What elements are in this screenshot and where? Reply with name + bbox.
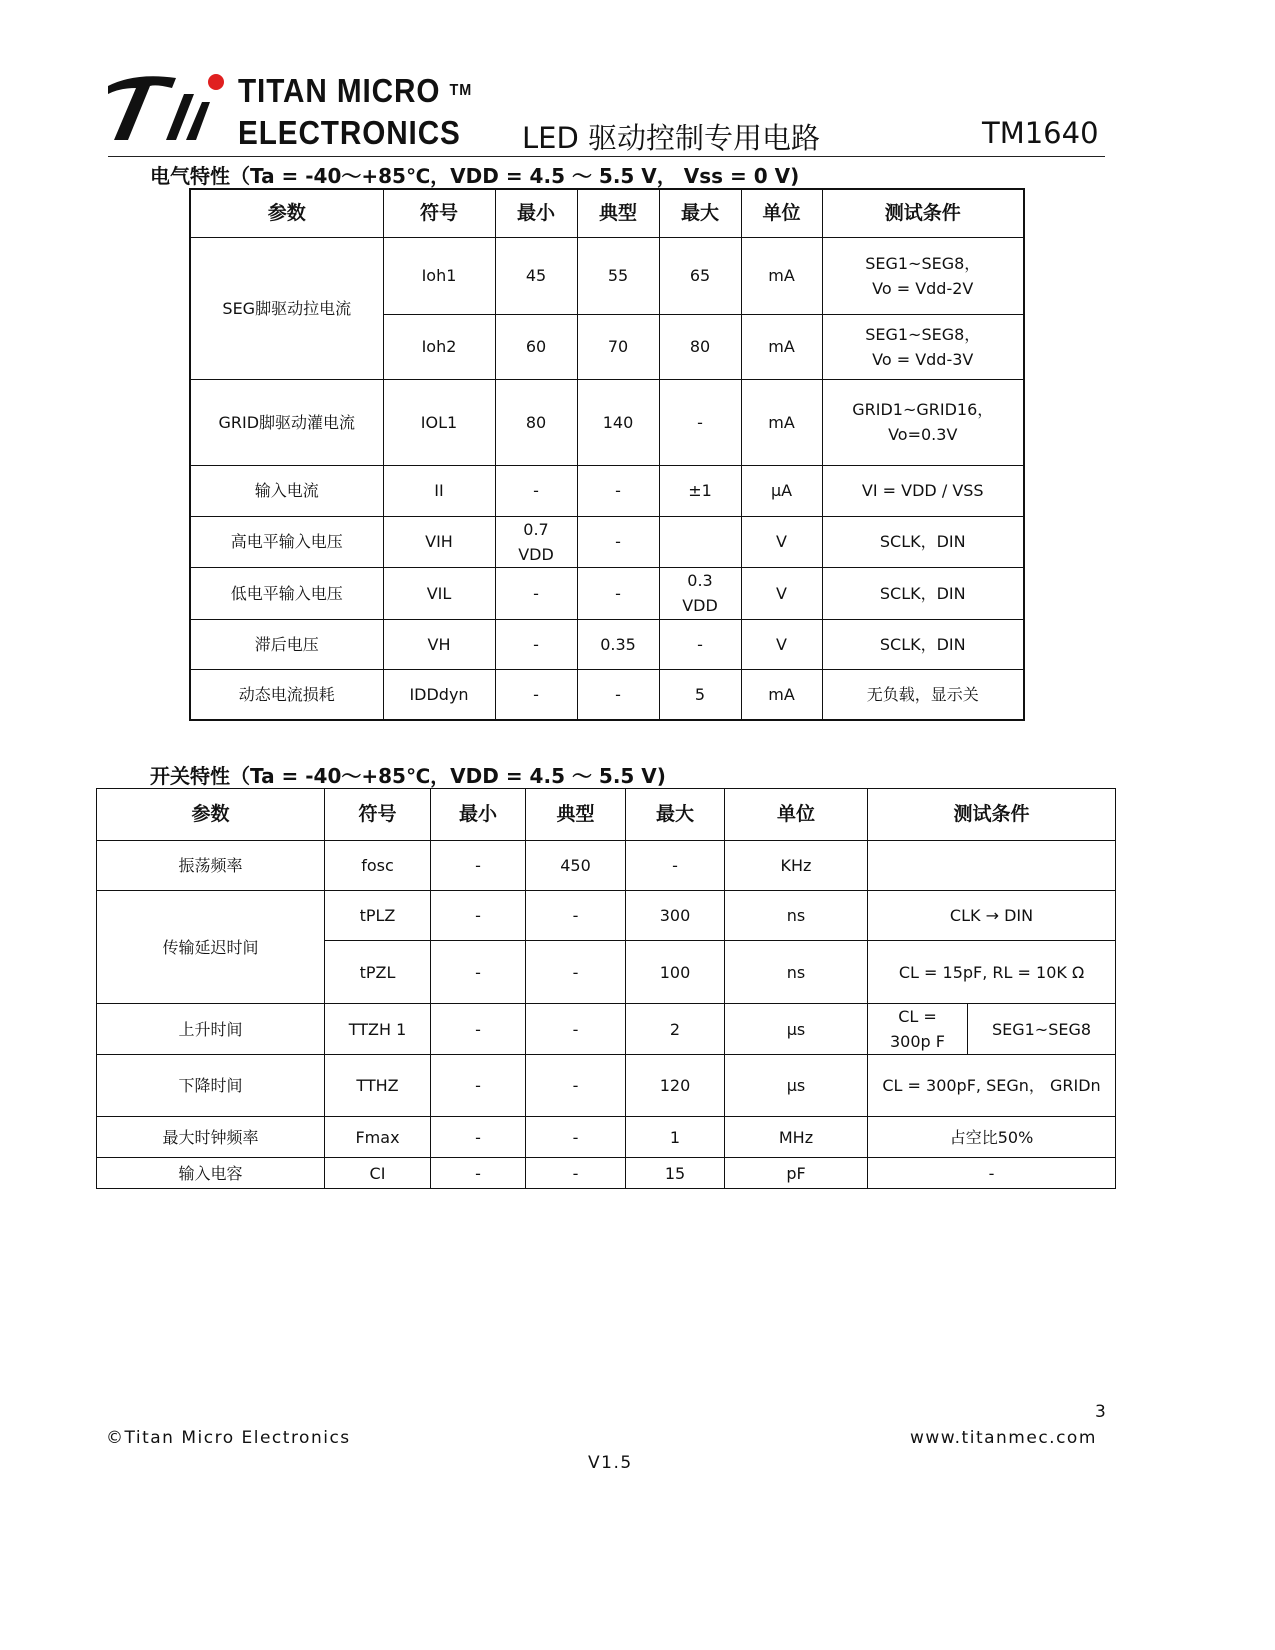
cell-max: - xyxy=(626,841,725,891)
cell-unit: mA xyxy=(741,314,822,379)
cell-symbol: Ioh1 xyxy=(383,237,495,314)
table-row xyxy=(190,237,1024,314)
cell-condition: 无负载，显示关 xyxy=(822,669,1024,720)
cell-unit: μs xyxy=(725,1055,868,1117)
cell-min: 45 xyxy=(495,237,577,314)
cell-condition: SCLK，DIN xyxy=(822,516,1024,567)
cell-min: - xyxy=(495,619,577,669)
cell-typ: - xyxy=(526,1117,626,1158)
cell-typ: 450 xyxy=(526,841,626,891)
table-row xyxy=(97,1055,1116,1117)
cell-min: - xyxy=(431,1158,526,1189)
cell-typ: - xyxy=(526,1004,626,1055)
cell-condition: - xyxy=(868,1158,1116,1189)
cell-param: 滞后电压 xyxy=(190,619,383,669)
cell-min: - xyxy=(431,941,526,1004)
cell-unit: V xyxy=(741,567,822,619)
cell-param: 动态电流损耗 xyxy=(190,669,383,720)
cell-condition: SEG1~SEG8， Vo = Vdd-2V xyxy=(822,237,1024,314)
electrical-section-title: 电气特性（Ta = -40～+85℃，VDD = 4.5 ～ 5.5 V， Vss = 0 V) xyxy=(150,164,800,188)
cell-max: 15 xyxy=(626,1158,725,1189)
header-max: 最大 xyxy=(659,189,741,237)
header-symbol: 符号 xyxy=(325,789,431,841)
header-param: 参数 xyxy=(97,789,325,841)
cell-condition: CL = 300p F xyxy=(868,1004,968,1055)
cell-min: - xyxy=(431,841,526,891)
cell-param: 低电平输入电压 xyxy=(190,567,383,619)
company-name: TITAN MICRO ™ ELECTRONICS xyxy=(238,72,473,151)
cell-max: 1 xyxy=(626,1117,725,1158)
cell-symbol: VIH xyxy=(383,516,495,567)
cell-min: - xyxy=(431,1055,526,1117)
cell-max: 80 xyxy=(659,314,741,379)
cell-symbol: CI xyxy=(325,1158,431,1189)
header-condition: 测试条件 xyxy=(822,189,1024,237)
cell-typ: - xyxy=(577,567,659,619)
cell-symbol: IDDdyn xyxy=(383,669,495,720)
cell-param: 高电平输入电压 xyxy=(190,516,383,567)
cell-param: 传输延迟时间 xyxy=(97,891,325,1004)
cell-unit: mA xyxy=(741,669,822,720)
cell-min: - xyxy=(495,669,577,720)
cell-condition: VI = VDD / VSS xyxy=(822,465,1024,516)
header-unit: 单位 xyxy=(741,189,822,237)
cell-typ: - xyxy=(526,891,626,941)
cell-min: - xyxy=(431,1117,526,1158)
cell-unit: mA xyxy=(741,379,822,465)
cell-typ: - xyxy=(526,941,626,1004)
cell-max: 5 xyxy=(659,669,741,720)
table-row xyxy=(190,567,1024,619)
cell-symbol: tPLZ xyxy=(325,891,431,941)
cell-symbol: Fmax xyxy=(325,1117,431,1158)
cell-typ: - xyxy=(577,669,659,720)
cell-unit: MHz xyxy=(725,1117,868,1158)
cell-param: 输入电容 xyxy=(97,1158,325,1189)
header-min: 最小 xyxy=(431,789,526,841)
cell-min: - xyxy=(495,567,577,619)
cell-unit: ns xyxy=(725,891,868,941)
cell-typ: - xyxy=(577,516,659,567)
cell-param: 振荡频率 xyxy=(97,841,325,891)
table-row xyxy=(190,465,1024,516)
cell-typ: - xyxy=(526,1055,626,1117)
cell-param: 最大时钟频率 xyxy=(97,1117,325,1158)
cell-unit: V xyxy=(741,516,822,567)
cell-max: 65 xyxy=(659,237,741,314)
table-row xyxy=(97,841,1116,891)
header-typ: 典型 xyxy=(526,789,626,841)
cell-symbol: VIL xyxy=(383,567,495,619)
cell-symbol: fosc xyxy=(325,841,431,891)
header-unit: 单位 xyxy=(725,789,868,841)
cell-condition-2: SEG1~SEG8 xyxy=(968,1004,1116,1055)
cell-max xyxy=(659,516,741,567)
cell-unit: μA xyxy=(741,465,822,516)
switching-characteristics-table xyxy=(96,788,1116,1189)
cell-max: - xyxy=(659,619,741,669)
cell-condition: SEG1~SEG8， Vo = Vdd-3V xyxy=(822,314,1024,379)
cell-unit: ns xyxy=(725,941,868,1004)
cell-unit: KHz xyxy=(725,841,868,891)
table-row xyxy=(190,379,1024,465)
cell-min: 80 xyxy=(495,379,577,465)
table-row xyxy=(190,516,1024,567)
header-row xyxy=(97,789,1116,841)
table-row xyxy=(190,669,1024,720)
cell-condition: CL = 15pF, RL = 10K Ω xyxy=(868,941,1116,1004)
cell-min: - xyxy=(431,891,526,941)
cell-unit: V xyxy=(741,619,822,669)
cell-unit: mA xyxy=(741,237,822,314)
cell-typ: - xyxy=(577,465,659,516)
cell-condition: CLK → DIN xyxy=(868,891,1116,941)
cell-typ: 70 xyxy=(577,314,659,379)
switching-section-title: 开关特性（Ta = -40～+85℃，VDD = 4.5 ～ 5.5 V) xyxy=(150,764,666,788)
cell-max: - xyxy=(659,379,741,465)
cell-max: 2 xyxy=(626,1004,725,1055)
header-typ: 典型 xyxy=(577,189,659,237)
cell-condition xyxy=(868,841,1116,891)
table-row xyxy=(97,891,1116,941)
cell-min: - xyxy=(495,465,577,516)
cell-condition: SCLK，DIN xyxy=(822,619,1024,669)
cell-typ: 55 xyxy=(577,237,659,314)
cell-symbol: tPZL xyxy=(325,941,431,1004)
cell-param: 输入电流 xyxy=(190,465,383,516)
cell-typ: 0.35 xyxy=(577,619,659,669)
cell-condition: SCLK，DIN xyxy=(822,567,1024,619)
document-title: LED 驱动控制专用电路 xyxy=(522,121,821,155)
cell-condition: 占空比50% xyxy=(868,1117,1116,1158)
header-min: 最小 xyxy=(495,189,577,237)
header-condition: 测试条件 xyxy=(868,789,1116,841)
titan-logo-icon xyxy=(106,72,226,144)
cell-max: 120 xyxy=(626,1055,725,1117)
cell-min: 60 xyxy=(495,314,577,379)
header-param: 参数 xyxy=(190,189,383,237)
cell-symbol: IOL1 xyxy=(383,379,495,465)
cell-symbol: VH xyxy=(383,619,495,669)
cell-param: 上升时间 xyxy=(97,1004,325,1055)
cell-unit: μs xyxy=(725,1004,868,1055)
cell-max: 0.3 VDD xyxy=(659,567,741,619)
cell-symbol: TTHZ xyxy=(325,1055,431,1117)
cell-unit: pF xyxy=(725,1158,868,1189)
table-row xyxy=(190,619,1024,669)
table-row xyxy=(97,1004,1116,1055)
cell-max: 300 xyxy=(626,891,725,941)
copyright: ©Titan Micro Electronics xyxy=(106,1428,351,1448)
header-max: 最大 xyxy=(626,789,725,841)
cell-symbol: II xyxy=(383,465,495,516)
part-number: TM1640 xyxy=(982,116,1099,150)
cell-param: SEG脚驱动拉电流 xyxy=(190,237,383,379)
cell-condition: GRID1~GRID16， Vo=0.3V xyxy=(822,379,1024,465)
version: V1.5 xyxy=(588,1453,633,1473)
electrical-characteristics-table xyxy=(189,188,1025,721)
cell-typ: - xyxy=(526,1158,626,1189)
website-link[interactable]: www.titanmec.com xyxy=(910,1428,1097,1448)
header-divider xyxy=(108,156,1105,157)
cell-min: - xyxy=(431,1004,526,1055)
header-symbol: 符号 xyxy=(383,189,495,237)
cell-max: 100 xyxy=(626,941,725,1004)
cell-condition: CL = 300pF, SEGn， GRIDn xyxy=(868,1055,1116,1117)
cell-min: 0.7 VDD xyxy=(495,516,577,567)
table-row xyxy=(97,1117,1116,1158)
table-row xyxy=(97,1158,1116,1189)
cell-param: GRID脚驱动灌电流 xyxy=(190,379,383,465)
header-row xyxy=(190,189,1024,237)
page-number: 3 xyxy=(1095,1402,1108,1422)
cell-max: ±1 xyxy=(659,465,741,516)
cell-symbol: TTZH 1 xyxy=(325,1004,431,1055)
cell-symbol: Ioh2 xyxy=(383,314,495,379)
cell-typ: 140 xyxy=(577,379,659,465)
cell-param: 下降时间 xyxy=(97,1055,325,1117)
